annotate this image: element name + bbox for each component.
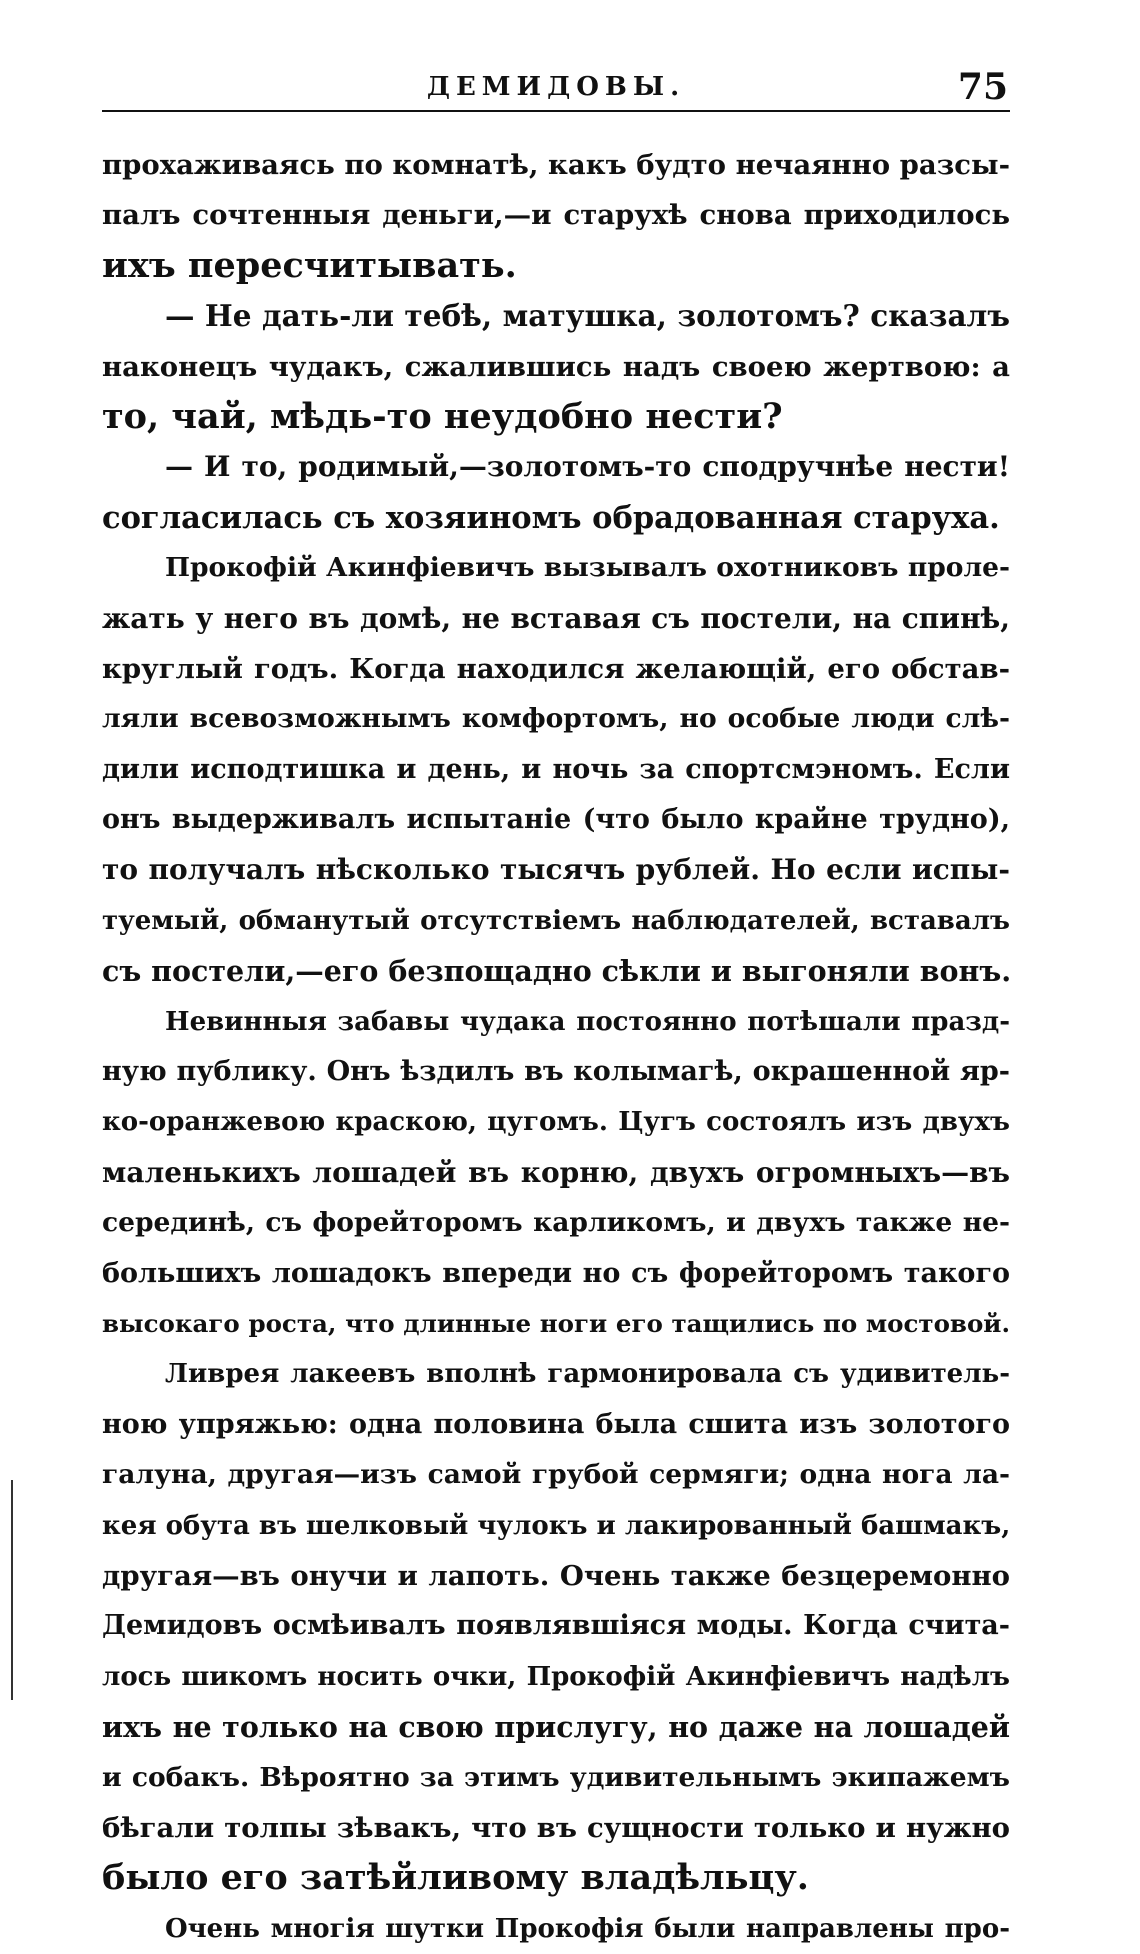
text-line: высокаго роста, что длинные ноги его тащились по мостовой. <box>102 1308 1010 1338</box>
text-line: бѣгали толпы зѣвакъ, что въ сущности только и нужно <box>102 1811 1010 1844</box>
text-line: жать у него въ домѣ, не вставая съ постели, на спинѣ, <box>102 601 1010 635</box>
text-line: — Не дать-ли тебѣ, матушка, золотомъ? сказалъ <box>165 298 1010 334</box>
text-line: Невинныя забавы чудака постоянно потѣшали празд- <box>165 1006 1010 1037</box>
text-line: прохаживаясь по комнатѣ, какъ будто нечаянно разсы- <box>102 149 1010 181</box>
text-line: Ливрея лакеевъ вполнѣ гармонировала съ удивитель- <box>165 1359 1010 1390</box>
page-number: 75 <box>957 66 1008 108</box>
text-line: съ постели,—его безпощадно сѣкли и выгоняли вонъ. <box>102 954 1012 989</box>
text-line: лось шикомъ носить очки, Прокофій Акинфіевичъ надѣлъ <box>102 1661 1010 1692</box>
page-header <box>102 68 1010 112</box>
text-line: круглый годъ. Когда находился желающій, его обстав- <box>102 652 1010 685</box>
text-line: кея обута въ шелковый чулокъ и лакированный башмакъ, <box>102 1510 1011 1541</box>
text-line: палъ сочтенныя деньги,—и старухѣ снова приходилось <box>102 199 1010 232</box>
text-line: онъ выдерживалъ испытаніе (что было крайне трудно), <box>102 804 1010 836</box>
text-line: дили исподтишка и день, и ночь за спортсмэномъ. Если <box>102 753 1010 785</box>
running-title: ДЕМИДОВЫ. <box>426 72 686 102</box>
text-line: другая—въ онучи и лапоть. Очень также безцеремонно <box>102 1559 1010 1592</box>
text-line: туемый, обманутый отсутствіемъ наблюдателей, вставалъ <box>102 905 1010 936</box>
text-line: наконецъ чудакъ, сжалившись надъ своею жертвою: а <box>102 350 1010 383</box>
text-line: серединѣ, съ форейторомъ карликомъ, и двухъ также не- <box>102 1207 1010 1239</box>
margin-rule <box>11 1480 13 1700</box>
text-line: ную публику. Онъ ѣздилъ въ колымагѣ, окрашенной яр- <box>102 1056 1010 1088</box>
text-line: галуна, другая—изъ самой грубой сермяги; одна нога ла- <box>102 1459 1010 1491</box>
text-line: ляли всевозможнымъ комфортомъ, но особые люди слѣ- <box>102 703 1010 735</box>
text-line: Прокофій Акинфіевичъ вызывалъ охотниковъ проле- <box>165 552 1010 584</box>
text-line: ко-оранжевою краскою, цугомъ. Цугъ состоялъ изъ двухъ <box>102 1107 1010 1138</box>
text-line: было его затѣйливому владѣльцу. <box>102 1857 809 1899</box>
text-line: то получалъ нѣсколько тысячъ рублей. Но если испы- <box>102 853 1010 887</box>
text-line: Очень многія шутки Прокофія были направлены про- <box>165 1913 1010 1944</box>
text-line: ихъ не только на свою прислугу, но даже на лошадей <box>102 1710 1010 1745</box>
text-line: большихъ лошадокъ впереди но съ форейторомъ такого <box>102 1257 1010 1289</box>
text-line: то, чай, мѣдь-то неудобно нести? <box>102 395 783 437</box>
text-line: — И то, родимый,—золотомъ-то сподручнѣе нести! <box>165 450 1010 484</box>
text-line: согласилась съ хозяиномъ обрадованная старуха. <box>102 499 1000 536</box>
text-line: и собакъ. Вѣроятно за этимъ удивительнымъ экипажемъ <box>102 1761 1010 1793</box>
text-line: маленькихъ лошадей въ корню, двухъ огромныхъ—въ <box>102 1155 1010 1189</box>
body-text <box>102 140 1010 1954</box>
text-line: ною упряжью: одна половина была сшита изъ золотого <box>102 1408 1010 1440</box>
text-line: Демидовъ осмѣивалъ появлявшіяся моды. Когда счита- <box>102 1610 1010 1642</box>
text-line: ихъ пересчитывать. <box>102 244 517 286</box>
